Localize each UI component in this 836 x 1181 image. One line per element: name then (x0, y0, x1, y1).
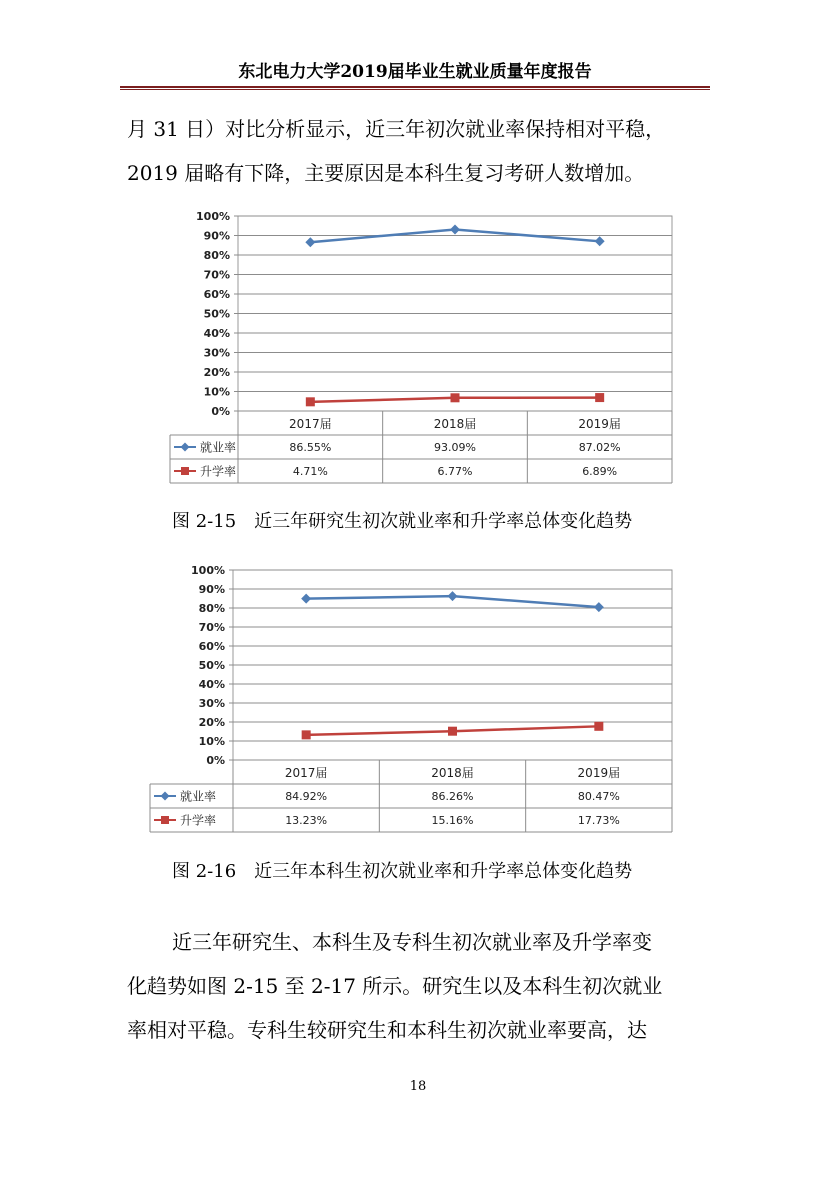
x-category-label: 2018届 (431, 765, 474, 780)
legend-series-name: 就业率 (200, 440, 237, 455)
y-tick-label: 90% (198, 583, 225, 596)
y-tick-label: 40% (203, 327, 230, 340)
data-point-diamond (450, 224, 460, 234)
data-point-square (302, 730, 311, 739)
y-tick-label: 80% (198, 602, 225, 615)
intro-line-2: 2019 届略有下降，主要原因是本科生复习考研人数增加。 (127, 161, 645, 185)
table-data-label: 15.16% (431, 814, 474, 827)
table-data-label: 86.55% (289, 441, 332, 454)
table-data-label: 17.73% (577, 814, 620, 827)
y-tick-label: 40% (198, 678, 225, 691)
y-tick-label: 50% (203, 307, 230, 321)
legend-marker-square (181, 467, 189, 475)
legend-marker-diamond (181, 443, 190, 452)
table-data-label: 4.71% (292, 465, 328, 478)
y-tick-label: 0% (211, 405, 230, 418)
figure-caption-2-15: 图 2-15 近三年研究生初次就业率和升学率总体变化趋势 (172, 511, 633, 532)
data-point-square (595, 393, 604, 402)
legend-marker-diamond (161, 792, 170, 801)
header-rule (120, 86, 710, 90)
figure-caption-2-16: 图 2-16 近三年本科生初次就业率和升学率总体变化趋势 (172, 861, 633, 882)
intro-line-1: 月 31 日）对比分析显示，近三年初次就业率保持相对平稳， (127, 117, 666, 141)
table-data-label: 87.02% (578, 441, 621, 454)
y-tick-label: 10% (203, 385, 230, 399)
y-tick-label: 100% (196, 210, 230, 223)
body-line-1: 近三年研究生、本科生及专科生初次就业率及升学率变 (172, 930, 652, 954)
table-data-label: 84.92% (285, 790, 328, 803)
table-data-label: 13.23% (285, 814, 328, 827)
body-line-2: 化趋势如图 2-15 至 2-17 所示。研究生以及本科生初次就业 (127, 974, 663, 998)
data-point-square (306, 397, 315, 406)
table-data-label: 80.47% (577, 790, 620, 803)
y-tick-label: 70% (203, 268, 230, 282)
y-tick-label: 50% (198, 659, 225, 672)
legend-series-name: 升学率 (180, 813, 217, 828)
body-line-3: 率相对平稳。专科生较研究生和本科生初次就业率要高，达 (127, 1018, 647, 1042)
table-data-label: 6.77% (437, 465, 473, 478)
x-category-label: 2017届 (289, 416, 332, 431)
data-point-square (594, 722, 603, 731)
y-tick-label: 100% (191, 564, 225, 577)
x-category-label: 2017届 (284, 765, 328, 780)
page-number: 18 (409, 1079, 427, 1094)
y-tick-label: 30% (203, 346, 230, 360)
page-header-title: 东北电力大学2019届毕业生就业质量年度报告 (238, 62, 592, 82)
x-category-label: 2019届 (577, 765, 621, 780)
y-tick-label: 20% (203, 366, 230, 379)
table-data-label: 6.89% (582, 465, 618, 478)
y-tick-label: 60% (198, 640, 225, 653)
y-tick-label: 70% (198, 621, 225, 634)
data-point-square (448, 727, 457, 736)
data-point-square (451, 393, 460, 402)
legend-marker-square (161, 816, 169, 824)
data-point-diamond (305, 237, 315, 247)
y-tick-label: 60% (203, 288, 230, 301)
chart-undergraduate-trend (148, 560, 675, 835)
table-data-label: 93.09% (434, 441, 476, 454)
y-tick-label: 20% (198, 716, 225, 729)
y-tick-label: 30% (198, 697, 225, 710)
data-point-diamond (595, 236, 605, 246)
x-category-label: 2019届 (578, 416, 621, 431)
data-point-diamond (301, 594, 311, 604)
x-category-label: 2018届 (433, 416, 477, 431)
data-point-diamond (448, 591, 458, 601)
table-data-label: 86.26% (431, 790, 474, 803)
y-tick-label: 10% (198, 735, 225, 748)
data-point-diamond (594, 602, 604, 612)
y-tick-label: 0% (206, 754, 225, 767)
chart-graduate-trend (160, 205, 675, 485)
y-tick-label: 90% (203, 229, 230, 243)
legend-series-name: 升学率 (200, 464, 237, 479)
y-tick-label: 80% (203, 249, 230, 262)
legend-series-name: 就业率 (180, 789, 217, 804)
